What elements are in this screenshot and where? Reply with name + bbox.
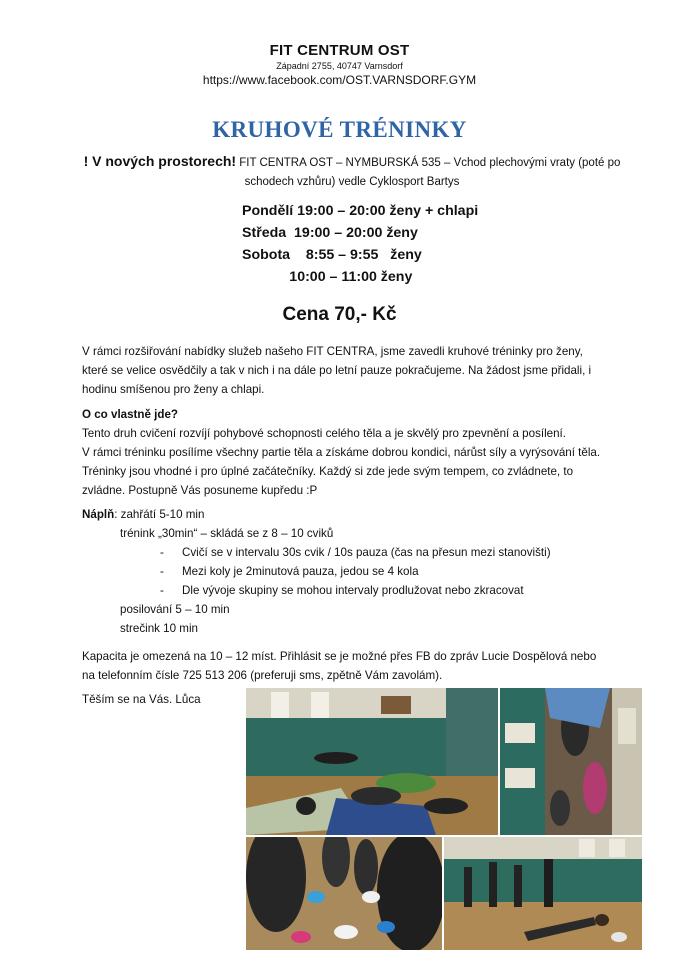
gym-photo-legs bbox=[246, 837, 442, 950]
gym-photo-plank bbox=[444, 837, 642, 950]
schedule-saturday-second: 10:00 – 11:00 ženy bbox=[242, 269, 413, 285]
schedule-wednesday: Středa 19:00 – 20:00 ženy bbox=[242, 225, 418, 241]
price: Cena 70,- Kč bbox=[282, 304, 397, 325]
gym-photo-group-exercise bbox=[246, 688, 498, 835]
page-title: KRUHOVÉ TRÉNINKY bbox=[212, 117, 467, 142]
about-line: Tento druh cvičení rozvíjí pohybové schopnosti celého těla a je skvělý pro zpevnění a posílení. bbox=[82, 427, 566, 440]
content-bullet: - Mezi koly je 2minutová pauza, jedou se 4 kola bbox=[182, 562, 622, 581]
location-highlight: ! V nových prostorech! bbox=[83, 153, 237, 169]
content-warmup: : zahřátí 5-10 min bbox=[114, 508, 205, 521]
bullet-dash: - bbox=[160, 584, 164, 597]
content-strength: posilování 5 – 10 min bbox=[120, 603, 230, 616]
capacity-paragraph: Kapacita je omezená na 10 – 12 míst. Přihlásit se je možné přes FB do zpráv Lucie Dospělová nebo na telefonním čísle 725 513 206 (preferuji sms, zpětně Vám zavolám). bbox=[82, 650, 597, 682]
content-warmup-line bbox=[82, 505, 602, 524]
about-line: V rámci tréninku posílíme všechny partie těla a získáme dobrou kondici, nárůst síly a vyrýsování těla. bbox=[82, 446, 601, 459]
location-text: FIT CENTRA OST – NYMBURSKÁ 535 – Vchod plechovými vraty (poté po schodech vzhůru) vedle Cyklosport Bartys bbox=[239, 157, 621, 188]
about-line: Tréninky jsou vhodné i pro úplné začátečníky. Každý si zde jede svým tempem, co zvládnete, to zvládne. Postupně Vás posuneme kupředu :P bbox=[82, 465, 574, 497]
about-heading: O co vlastně jde? bbox=[82, 408, 178, 421]
content-bullet: - Dle vývoje skupiny se mohou intervaly prodlužovat nebo zkracovat bbox=[182, 581, 622, 600]
intro-paragraph: V rámci rozšiřování nabídky služeb našeho FIT CENTRA, jsme zavedli kruhové tréninky pro ženy, které se velice osvědčily a tak v nich i na dále po letní pauze pokračujeme. Na žádost jsme přidali, i hodinu smíšenou pro ženy a chlapi. bbox=[82, 345, 592, 396]
about-section bbox=[82, 405, 602, 500]
schedule-monday: Pondělí 19:00 – 20:00 ženy + chlapi bbox=[242, 203, 479, 219]
location-note bbox=[82, 152, 622, 192]
gym-photo-rotated bbox=[500, 688, 642, 835]
content-training: trénink „30min“ – skládá se z 8 – 10 cviků bbox=[120, 527, 334, 540]
facebook-link[interactable]: https://www.facebook.com/OST.VARNSDORF.GYM bbox=[202, 73, 477, 87]
schedule-saturday: Sobota 8:55 – 9:55 ženy bbox=[242, 247, 422, 263]
content-stretch: strečink 10 min bbox=[120, 622, 198, 635]
signoff: Těším se na Vás. Lůca bbox=[82, 693, 201, 706]
gym-address: Západní 2755, 40747 Varnsdorf bbox=[276, 61, 403, 71]
content-label: Náplň bbox=[82, 508, 115, 521]
gym-name: FIT CENTRUM OST bbox=[269, 42, 410, 59]
bullet-dash: - bbox=[160, 565, 164, 578]
bullet-dash: - bbox=[160, 546, 164, 559]
content-bullet: - Cvičí se v intervalu 30s cvik / 10s pauza (čas na přesun mezi stanovišti) bbox=[182, 543, 622, 562]
